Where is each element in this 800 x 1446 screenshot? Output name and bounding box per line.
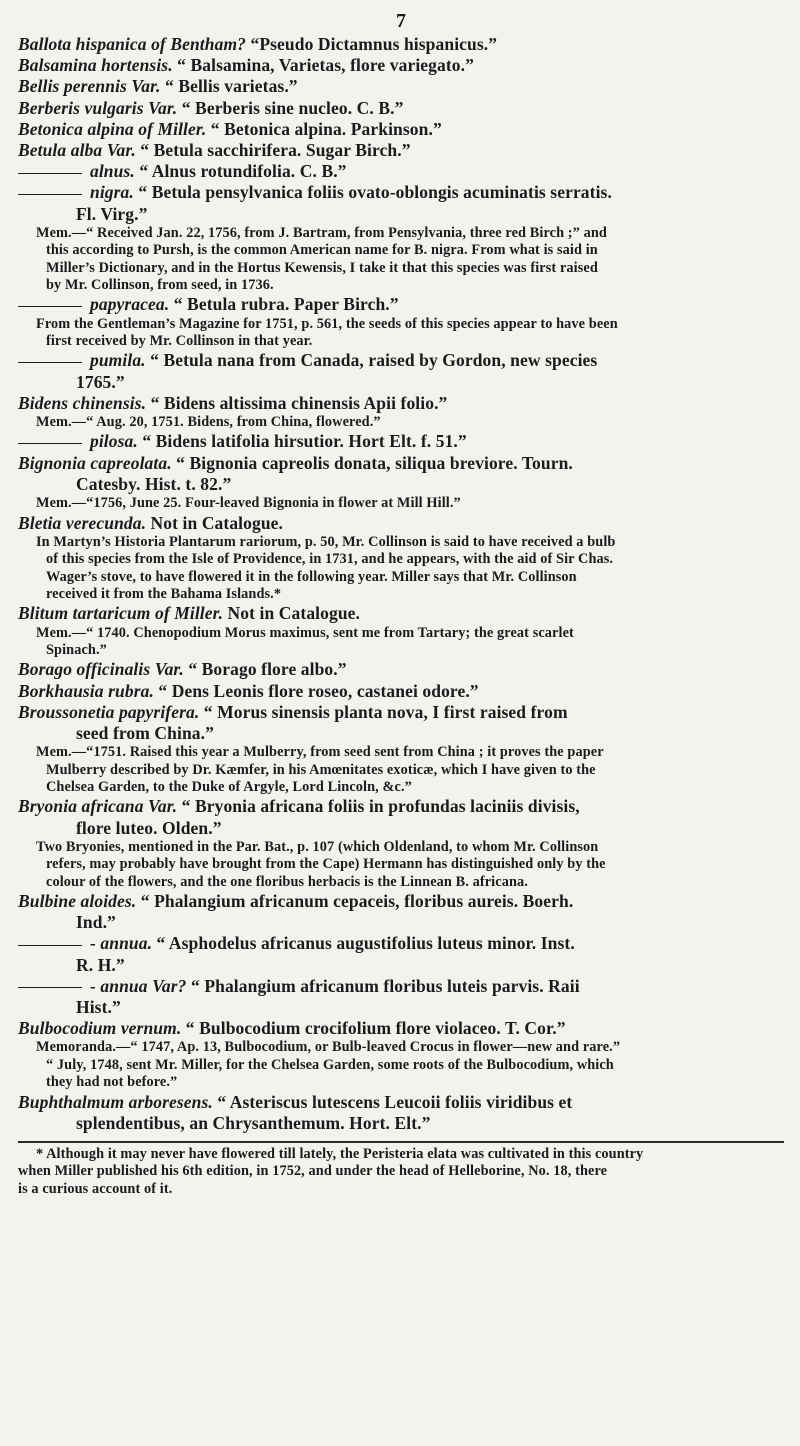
memo-line [18, 874, 784, 891]
memo-line [18, 277, 784, 294]
ditto-dash [18, 306, 82, 307]
entry-text: they had not before.” [46, 1074, 178, 1091]
entry-text: Mulberry described by Dr. Kæmfer, in his Amœnitates exoticæ, which I have given to the [46, 761, 596, 778]
memo-line [18, 551, 784, 568]
entry-line [18, 119, 784, 140]
entry-line [18, 474, 784, 495]
catalogue-entry [18, 513, 784, 604]
catalogue-entry [18, 659, 784, 680]
taxon-name: Bidens chinensis. [18, 392, 147, 413]
memo-line [18, 586, 784, 603]
catalogue-entry [18, 119, 784, 140]
entry-text: Two Bryonies, mentioned in the Par. Bat., p. 107 (which Oldenland, to whom Mr. Collinson [36, 838, 599, 855]
catalogue-entry [18, 393, 784, 432]
catalogue-entry [18, 98, 784, 119]
taxon-name: Bryonia africana Var. [18, 796, 178, 817]
entry-text: “ July, 1748, sent Mr. Miller, for the Chelsea Garden, some roots of the Bulbocodium, which [46, 1056, 614, 1073]
entry-line [18, 513, 784, 534]
ditto-dash [18, 194, 82, 195]
entry-line [18, 372, 784, 393]
entry-text: Mem.—“ Received Jan. 22, 1756, from J. Bartram, from Pensylvania, three red Birch ;” and [36, 224, 607, 241]
entry-line [18, 603, 784, 624]
entry-line [18, 161, 784, 182]
memo-line [18, 779, 784, 796]
entry-text: “ Bignonia capreolis donata, siliqua breviore. Tourn. [171, 452, 573, 473]
catalogue-entry [18, 1018, 784, 1091]
taxon-name: Ballota hispanica of Bentham? [18, 34, 247, 54]
entry-line [18, 976, 784, 997]
entry-text: “ Betula pensylvanica foliis ovato-oblongis acuminatis serratis. [133, 182, 612, 203]
entry-line [18, 912, 784, 933]
memo-line [18, 625, 784, 642]
entry-line [18, 796, 784, 817]
memo-line [18, 242, 784, 259]
taxon-name: Bletia verecunda. [18, 512, 147, 533]
entry-text: Spinach.” [46, 641, 107, 658]
entry-line [18, 140, 784, 161]
memo-line [18, 1074, 784, 1091]
entry-text: this according to Pursh, is the common American name for B. nigra. From what is said in [46, 242, 598, 259]
entry-line [18, 891, 784, 912]
entry-text: “ Betula rubra. Paper Birch.” [169, 294, 399, 315]
taxon-name: Bulbocodium vernum. [18, 1018, 182, 1039]
memo-line [18, 534, 784, 551]
entry-line [18, 55, 784, 76]
entry-text: “ Asteriscus lutescens Leucoii foliis viridibus et [212, 1091, 573, 1112]
entry-text: “ Bulbocodium crocifolium flore violaceo. T. Cor.” [181, 1018, 566, 1039]
entry-line [18, 350, 784, 371]
taxon-name: - annua. [90, 933, 153, 954]
entry-text: “ Bidens altissima chinensis Apii folio.” [146, 392, 448, 413]
memo-line [18, 642, 784, 659]
entry-line [18, 431, 784, 452]
entry-text: first received by Mr. Collinson in that year. [46, 333, 313, 350]
entry-text: Wager’s stove, to have flowered it in the following year. Miller says that Mr. Collinson [46, 568, 577, 585]
ditto-dash [18, 443, 82, 444]
catalogue-entry [18, 34, 784, 55]
entry-text: “ Phalangium africanum floribus luteis parvis. Raii [186, 975, 580, 996]
entry-text: flore luteo. Olden.” [76, 817, 222, 838]
ditto-dash [18, 362, 82, 363]
entry-text: Chelsea Garden, to the Duke of Argyle, Lord Lincoln, &c.” [46, 778, 412, 795]
taxon-name: Borago officinalis Var. [18, 659, 184, 680]
taxon-name: pilosa. [90, 431, 138, 452]
memo-line [18, 495, 784, 512]
entry-line [18, 1113, 784, 1134]
entry-text: Mem.—“ 1740. Chenopodium Morus maximus, sent me from Tartary; the great scarlet [36, 624, 574, 641]
catalogue-entry [18, 350, 784, 392]
entry-text: 1765.” [76, 371, 125, 392]
taxon-name: Buphthalmum arboresens. [18, 1091, 213, 1112]
entry-line [18, 393, 784, 414]
taxon-name: papyracea. [90, 294, 170, 315]
entry-text: colour of the flowers, and the one floribus herbacis is the Linnean B. africana. [46, 873, 528, 890]
entry-text: of this species from the Isle of Providence, in 1731, and he appears, with the aid of Sir Chas. [46, 551, 614, 568]
entry-text: “ Berberis sine nucleo. C. B.” [177, 97, 404, 118]
entry-text: “ Asphodelus africanus augustifolius luteus minor. Inst. [152, 933, 575, 954]
entry-line [18, 933, 784, 954]
memo-line [18, 1057, 784, 1074]
memo-line [18, 316, 784, 333]
entry-text: “ Bryonia africana foliis in profundas laciniis divisis, [177, 796, 580, 817]
entry-text: “ Betonica alpina. Parkinson.” [206, 118, 442, 139]
taxon-name: Betula alba Var. [18, 140, 136, 161]
entry-line [18, 1092, 784, 1113]
taxon-name: pumila. [90, 350, 146, 371]
entry-line [18, 681, 784, 702]
entry-text: splendentibus, an Chrysanthemum. Hort. Elt.” [76, 1112, 431, 1133]
entry-text: Ind.” [76, 912, 116, 933]
catalogue-entry [18, 140, 784, 161]
entry-text: “ Betula nana from Canada, raised by Gordon, new species [145, 350, 598, 371]
entry-list [18, 34, 784, 1134]
footnote-rule [18, 1141, 784, 1143]
memo-line [18, 333, 784, 350]
memo-line [18, 839, 784, 856]
entry-text: Memoranda.—“ 1747, Ap. 13, Bulbocodium, or Bulb-leaved Crocus in flower—new and rare.” [36, 1039, 621, 1056]
catalogue-entry [18, 161, 784, 182]
footnote [18, 1146, 784, 1198]
catalogue-entry [18, 294, 784, 350]
entry-text: received it from the Bahama Islands.* [46, 585, 282, 602]
catalogue-entry [18, 431, 784, 452]
memo-line [18, 856, 784, 873]
catalogue-entry [18, 76, 784, 97]
entry-line [18, 182, 784, 203]
entry-text: refers, may probably have brought from the Cape) Hermann has distinguished only by the [46, 856, 606, 873]
entry-text: Mem.—“ Aug. 20, 1751. Bidens, from China, flowered.” [36, 414, 381, 431]
entry-line [18, 204, 784, 225]
entry-text: “ Bidens latifolia hirsutior. Hort Elt. f. 51.” [137, 431, 467, 452]
entry-text: Mem.—“1756, June 25. Four-leaved Bignonia in flower at Mill Hill.” [36, 495, 461, 512]
entry-text: “ Borago flore albo.” [183, 659, 347, 680]
catalogue-entry [18, 603, 784, 659]
entry-line [18, 997, 784, 1018]
entry-text: Mem.—“1751. Raised this year a Mulberry, from seed sent from China ; it proves the paper [36, 744, 604, 761]
entry-line [18, 723, 784, 744]
entry-text: by Mr. Collinson, from seed, in 1736. [46, 277, 274, 294]
taxon-name: Berberis vulgaris Var. [18, 97, 178, 118]
taxon-name: Bignonia capreolata. [18, 452, 172, 473]
catalogue-entry [18, 796, 784, 891]
taxon-name: Balsamina hortensis. [18, 55, 173, 76]
entry-text: seed from China.” [76, 722, 214, 743]
entry-text: Miller’s Dictionary, and in the Hortus Kewensis, I take it that this species was first raised [46, 259, 598, 276]
taxon-name: - annua Var? [90, 975, 187, 996]
entry-text: From the Gentleman’s Magazine for 1751, p. 561, the seeds of this species appear to have been [36, 315, 618, 332]
entry-text: “ Dens Leonis flore roseo, castanei odore.” [153, 680, 479, 701]
entry-text: “ Phalangium africanum cepaceis, floribus aureis. Boerh. [136, 891, 574, 911]
taxon-name: Blitum tartaricum of Miller. [18, 603, 224, 624]
taxon-name: Betonica alpina of Miller. [18, 118, 207, 139]
taxon-name: nigra. [90, 182, 134, 203]
ditto-dash [18, 987, 82, 988]
entry-text: “ Alnus rotundifolia. C. B.” [134, 161, 347, 182]
ditto-dash [18, 173, 82, 174]
taxon-name: Bulbine aloides. [18, 891, 137, 911]
memo-line [18, 569, 784, 586]
entry-line [18, 34, 784, 55]
taxon-name: Broussonetia papyrifera. [18, 701, 200, 722]
entry-line [18, 702, 784, 723]
memo-line [18, 225, 784, 242]
entry-line [18, 453, 784, 474]
entry-text: Not in Catalogue. [223, 603, 361, 624]
entry-line [18, 818, 784, 839]
taxon-name: Borkhausia rubra. [18, 680, 154, 701]
entry-text: “ Betula sacchirifera. Sugar Birch.” [135, 140, 411, 161]
entry-line [18, 98, 784, 119]
memo-line [18, 1039, 784, 1056]
entry-text: “ Bellis varietas.” [160, 76, 298, 97]
catalogue-entry [18, 933, 784, 975]
entry-text: Not in Catalogue. [146, 512, 284, 533]
entry-line [18, 76, 784, 97]
footnote-line: * Although it may never have flowered till lately, the Peristeria elata was cultivated in this country [36, 1146, 644, 1163]
footnote-line: is a curious account of it. [18, 1180, 173, 1197]
memo-line [18, 762, 784, 779]
entry-text: “ Balsamina, Varietas, flore variegato.” [172, 55, 474, 76]
catalogue-entry [18, 55, 784, 76]
entry-line [18, 955, 784, 976]
ditto-dash [18, 945, 82, 946]
entry-line [18, 294, 784, 315]
page-number: 7 [396, 10, 406, 32]
catalogue-entry [18, 891, 784, 933]
catalogue-entry [18, 702, 784, 797]
taxon-name: alnus. [90, 161, 135, 182]
memo-line [18, 260, 784, 277]
entry-text: In Martyn’s Historia Plantarum rariorum, p. 50, Mr. Collinson is said to have received a bulb [36, 533, 616, 550]
taxon-name: Bellis perennis Var. [18, 76, 161, 97]
catalogue-entry [18, 681, 784, 702]
catalogue-entry [18, 976, 784, 1018]
entry-text: Catesby. Hist. t. 82.” [76, 473, 232, 494]
entry-text: Hist.” [76, 997, 121, 1018]
entry-text: “Pseudo Dictamnus hispanicus.” [246, 34, 498, 54]
footnote-line: when Miller published his 6th edition, in 1752, and under the head of Helleborine, No. 18, there [18, 1163, 608, 1180]
entry-text: “ Morus sinensis planta nova, I first raised from [199, 701, 568, 722]
entry-line [18, 1018, 784, 1039]
catalogue-entry [18, 1092, 784, 1134]
entry-text: R. H.” [76, 954, 125, 975]
catalogue-entry [18, 453, 784, 513]
entry-text: Fl. Virg.” [76, 203, 148, 224]
memo-line [18, 744, 784, 761]
entry-line [18, 659, 784, 680]
catalogue-entry [18, 182, 784, 294]
memo-line [18, 414, 784, 431]
